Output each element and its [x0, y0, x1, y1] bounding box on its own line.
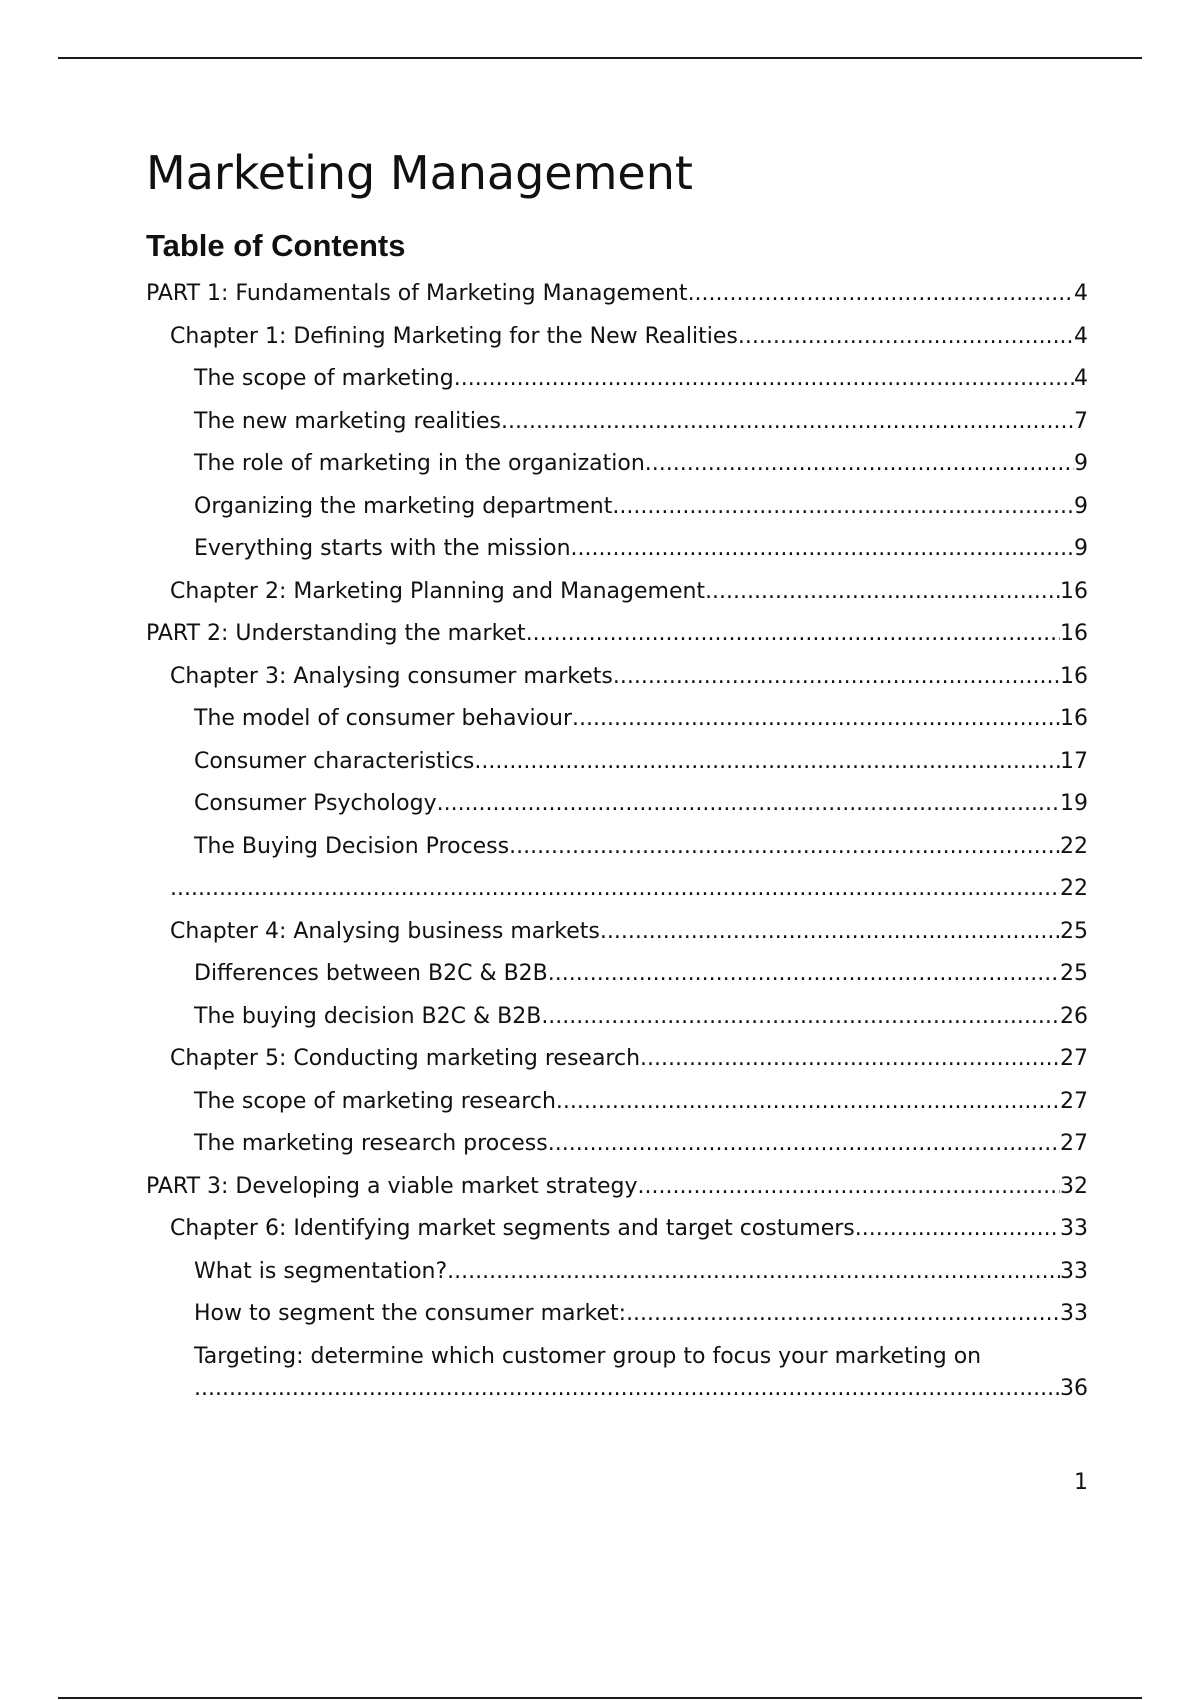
toc-entry-page-number: 27: [1060, 1131, 1088, 1156]
toc-entry-title: Targeting: determine which customer group to focus your marketing on: [194, 1343, 982, 1369]
toc-entry[interactable]: [146, 1293, 1088, 1336]
toc-entry[interactable]: [146, 698, 1088, 741]
toc-entry-title: The marketing research process: [194, 1131, 548, 1156]
toc-entry[interactable]: [146, 316, 1088, 359]
toc-entry-page-number: 36: [1060, 1375, 1088, 1401]
document-body: [146, 138, 1088, 1405]
toc-entry-page-number: 27: [1060, 1046, 1088, 1071]
toc-entry-title: The role of marketing in the organization: [194, 451, 645, 476]
toc-entry-page-number: 25: [1060, 961, 1088, 986]
toc-entry-title: PART 2: Understanding the market: [146, 621, 526, 646]
toc-entry-page-number: 16: [1060, 663, 1088, 689]
toc-entry[interactable]: [146, 1038, 1088, 1081]
toc-entry-title: PART 3: Developing a viable market strategy: [146, 1173, 638, 1199]
toc-entry[interactable]: [146, 528, 1088, 571]
toc-entry[interactable]: [146, 953, 1088, 996]
dot-leader: [705, 571, 1060, 614]
dot-leader: [454, 358, 1074, 401]
toc-entry-title: Differences between B2C & B2B: [194, 961, 548, 986]
toc-entry-title: Everything starts with the mission: [194, 536, 571, 561]
document-title: Marketing Management: [146, 146, 693, 200]
dot-leader: [474, 741, 1060, 784]
toc-entry-title: What is segmentation?: [194, 1258, 448, 1284]
dot-leader: [640, 1038, 1060, 1081]
toc-entry[interactable]: [146, 826, 1088, 869]
toc-entry-page-number: 33: [1060, 1258, 1088, 1284]
toc-entry[interactable]: [146, 571, 1088, 614]
toc-entry[interactable]: [146, 741, 1088, 784]
table-of-contents: [146, 273, 1088, 1405]
toc-entry-page-number: 16: [1060, 706, 1088, 731]
toc-entry-title: Chapter 4: Analysing business markets: [170, 918, 600, 944]
toc-entry[interactable]: [146, 613, 1088, 656]
toc-entry[interactable]: [146, 443, 1088, 486]
toc-entry[interactable]: [146, 868, 1088, 911]
toc-entry-title: The scope of marketing research: [194, 1088, 556, 1114]
dot-leader: [556, 1081, 1060, 1124]
toc-entry-title: Organizing the marketing department: [194, 493, 613, 519]
toc-entry-page-number: 22: [1060, 833, 1088, 859]
header-rule: [58, 57, 1142, 59]
page-number: 1: [1074, 1470, 1088, 1495]
toc-entry[interactable]: [146, 996, 1088, 1039]
toc-entry-title: Chapter 6: Identifying market segments and target costumers: [170, 1216, 855, 1241]
toc-entry[interactable]: [146, 358, 1088, 401]
toc-entry-title: The new marketing realities: [194, 408, 502, 434]
toc-entry-title: Chapter 5: Conducting marketing research: [170, 1046, 641, 1071]
toc-entry-page-number: 19: [1060, 791, 1088, 816]
toc-entry-title: The model of consumer behaviour: [194, 706, 573, 731]
toc-entry-page-number: 33: [1060, 1216, 1088, 1241]
dot-leader: [688, 273, 1074, 316]
dot-leader: [738, 316, 1074, 359]
toc-entry-page-number: 33: [1060, 1301, 1088, 1326]
toc-entry[interactable]: [146, 1208, 1088, 1251]
dot-leader: [194, 1373, 1060, 1405]
toc-entry-title: Chapter 2: Marketing Planning and Management: [170, 578, 706, 604]
dot-leader: [548, 953, 1060, 996]
toc-entry[interactable]: [146, 1081, 1088, 1124]
dot-leader: [170, 868, 1060, 911]
dot-leader: [638, 1166, 1060, 1209]
toc-entry-page-number: 16: [1060, 621, 1088, 646]
toc-entry-page-number: 4: [1074, 281, 1088, 306]
toc-entry-title: Consumer Psychology: [194, 791, 437, 816]
toc-entry-page-number: 9: [1074, 536, 1088, 561]
toc-entry-page-number: 9: [1074, 451, 1088, 476]
dot-leader: [613, 656, 1060, 699]
toc-entry[interactable]: [146, 911, 1088, 954]
dot-leader: [612, 486, 1074, 529]
dot-leader: [526, 613, 1060, 656]
toc-entry-page-number: 9: [1074, 493, 1088, 519]
toc-entry[interactable]: [146, 1166, 1088, 1209]
toc-entry-title: Consumer characteristics: [194, 748, 475, 774]
toc-entry-page-number: 32: [1060, 1173, 1088, 1199]
dot-leader: [855, 1208, 1060, 1251]
toc-entry-page-number: 4: [1074, 366, 1088, 391]
toc-entry[interactable]: [146, 486, 1088, 529]
toc-entry[interactable]: [146, 1251, 1088, 1294]
footer-rule: [58, 1697, 1142, 1699]
toc-entry-page-number: 22: [1060, 876, 1088, 901]
toc-entry-page-number: 25: [1060, 918, 1088, 944]
dot-leader: [572, 698, 1060, 741]
dot-leader: [501, 401, 1074, 444]
toc-entry[interactable]: [146, 401, 1088, 444]
dot-leader: [437, 783, 1060, 826]
dot-leader: [509, 826, 1060, 869]
dot-leader: [571, 528, 1074, 571]
toc-heading: Table of Contents: [146, 228, 406, 263]
toc-entry-page-number: 7: [1074, 408, 1088, 434]
toc-entry-title: Chapter 1: Defining Marketing for the New Realities: [170, 323, 738, 349]
dot-leader: [626, 1293, 1060, 1336]
dot-leader: [600, 911, 1060, 954]
dot-leader: [645, 443, 1074, 486]
toc-entry-title: The scope of marketing: [194, 366, 454, 391]
toc-entry[interactable]: [146, 1123, 1088, 1166]
toc-entry-title: PART 1: Fundamentals of Marketing Management: [146, 281, 688, 306]
toc-entry-page-number: 17: [1060, 748, 1088, 774]
toc-entry[interactable]: [146, 1336, 1088, 1405]
toc-entry-title: The Buying Decision Process: [194, 833, 510, 859]
toc-entry[interactable]: [146, 273, 1088, 316]
toc-entry[interactable]: [146, 656, 1088, 699]
toc-entry-title: Chapter 3: Analysing consumer markets: [170, 663, 613, 689]
toc-entry-page-number: 16: [1060, 578, 1088, 604]
toc-entry[interactable]: [146, 783, 1088, 826]
toc-entry-title: How to segment the consumer market:: [194, 1301, 627, 1326]
toc-entry-page-number: 27: [1060, 1088, 1088, 1114]
toc-entry-page-number: 26: [1060, 1003, 1088, 1029]
dot-leader: [548, 1123, 1060, 1166]
toc-entry-title: The buying decision B2C & B2B: [194, 1003, 542, 1029]
toc-entry-page-number: 4: [1074, 323, 1088, 349]
dot-leader: [447, 1251, 1060, 1294]
dot-leader: [541, 996, 1060, 1039]
